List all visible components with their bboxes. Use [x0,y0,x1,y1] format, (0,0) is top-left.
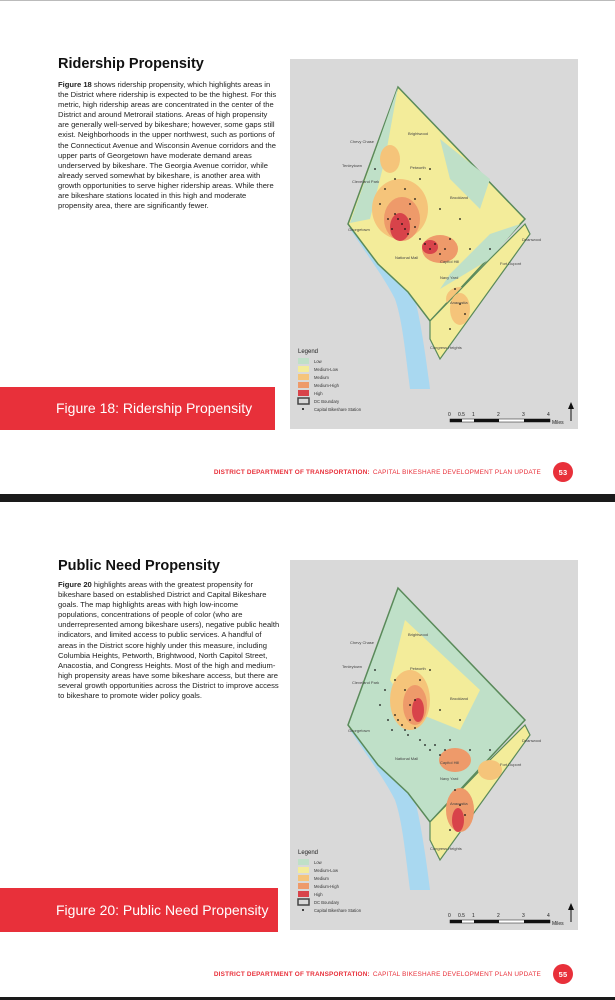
place-label: Georgetown [348,728,370,733]
legend-item: Medium [314,876,329,881]
svg-text:4: 4 [547,412,550,418]
legend-swatch [298,382,309,388]
svg-text:Miles: Miles [552,420,564,426]
place-label: Cleveland Park [352,680,380,685]
place-label: Navy Yard [440,275,459,280]
place-label: Chevy Chase [350,640,375,645]
medium-zone [380,145,400,173]
scale-bar [448,913,564,927]
ridership-propensity-map [290,59,578,429]
place-label: Deanwood [522,738,542,743]
high-zone [422,240,438,254]
legend-item: Medium [314,375,329,380]
svg-text:1: 1 [472,412,475,418]
place-label: Brookland [450,195,469,200]
svg-text:0.5: 0.5 [458,412,465,418]
legend-swatch [302,408,304,410]
legend-swatch [298,899,309,905]
svg-text:0: 0 [448,913,451,919]
legend-item: Medium-Low [314,367,338,372]
svg-text:2: 2 [497,412,500,418]
place-label: Chevy Chase [350,139,375,144]
section-body [58,580,280,701]
footer-doc-title: CAPITAL BIKESHARE DEVELOPMENT PLAN UPDATE [372,468,541,476]
legend-item: Medium-High [314,884,339,889]
place-label: Petworth [410,666,426,671]
legend-item: Capital Bikeshare Station [314,407,362,412]
footer-org: DISTRICT DEPARTMENT OF TRANSPORTATION: [213,970,370,978]
legend-item: Capital Bikeshare Station [314,908,362,913]
svg-text:2: 2 [497,913,500,919]
section-body [58,80,280,211]
scale-bar [448,412,564,426]
map-graphic [290,59,578,429]
place-label: Cleveland Park [352,179,380,184]
legend-item: Low [314,860,322,865]
legend-swatch [298,398,309,404]
place-label: Tenleytown [342,664,363,669]
svg-text:0: 0 [448,412,451,418]
page-55 [0,502,615,997]
north-arrow [568,402,574,421]
place-label: Brightwood [408,632,429,637]
high-zone [452,808,464,832]
legend-item: DC Boundary [314,399,340,404]
svg-text:0.5: 0.5 [458,913,465,919]
map-graphic [290,560,578,930]
place-label: Georgetown [348,227,370,232]
place-label: Capitol Hill [440,259,460,264]
legend-item: High [314,892,323,897]
medium-zone [478,760,502,780]
place-label: National Mall [395,756,419,761]
figure-reference: Figure 18 [58,80,92,89]
svg-text:3: 3 [522,913,525,919]
figure-reference: Figure 20 [58,580,92,589]
place-label: Anacostia [450,300,468,305]
place-label: National Mall [395,255,419,260]
page-footer [214,462,573,482]
page-53 [0,0,615,494]
public-need-propensity-map [290,560,578,930]
high-zone [412,698,424,722]
page-footer [214,964,573,984]
legend-item: Medium-High [314,383,339,388]
footer-doc-title: CAPITAL BIKESHARE DEVELOPMENT PLAN UPDATE [372,970,541,978]
section-body-text: shows ridership propensity, which highlights areas in the District where ridership is expected to be the highest. For this metric, high ridership areas are concentrated in the center of the District and around Metrorail stations. Areas of high propensity are generally well-served by bikeshare; however, some gaps still exist. Neighborhoods in the upper northwest, such as portions of the Connecticut Avenue and Wisconsin Avenue corridors and the upper parts of Georgetown have moderate demand areas underserved by bikeshare. The Georgia Avenue corridor, while already served somewhat by bikeshare, is another area with growth opportunities to serve higher ridership areas. While there are bikeshare stations located in this high and moderate propensity area, there are significantly fewer. [58,80,277,211]
legend-item: DC Boundary [314,900,340,905]
legend-swatch [298,859,309,865]
section-body-text: highlights areas with the greatest propensity for bikeshare based on established District and Capital Bikeshare goals. The map highlights areas with high low-income populations, concentrations of people of color (who are underrepresented among bikeshare users), negative public health indicators, and limited access to public services. A handful of areas in the District score highly under this measure, including Columbia Heights, Petworth, Brightwood, North Capitol Street, Anacostia, and Congress Heights. Most of the high and medium-high propensity areas have some bikeshare access, but there are several growth opportunities across the District to improve access to bikeshare to promote wider policy goals. [58,580,280,701]
place-label: Capitol Hill [440,760,460,765]
place-label: Brightwood [408,131,429,136]
legend-swatch [302,909,304,911]
figure-caption: Figure 20: Public Need Propensity [0,888,278,932]
page-top-rule [0,0,615,1]
legend-item: Low [314,359,322,364]
section-title: Ridership Propensity [58,56,204,72]
footer-org: DISTRICT DEPARTMENT OF TRANSPORTATION: [213,468,370,476]
legend-title: Legend [298,850,319,856]
legend-swatch [298,891,309,897]
place-label: Fort Dupont [500,762,522,767]
legend-swatch [298,366,309,372]
svg-text:1: 1 [472,913,475,919]
place-label: Navy Yard [440,776,459,781]
legend-swatch [298,867,309,873]
legend-item: Medium-Low [314,868,338,873]
legend-swatch [298,358,309,364]
place-label: Congress Heights [430,345,462,350]
place-label: Tenleytown [342,163,363,168]
legend-swatch [298,875,309,881]
legend-swatch [298,883,309,889]
legend-item: High [314,391,323,396]
place-label: Fort Dupont [500,261,522,266]
medium-zone [450,293,470,325]
place-label: Deanwood [522,237,542,242]
place-label: Brookland [450,696,469,701]
legend-swatch [298,374,309,380]
legend-title: Legend [298,349,319,355]
section-title: Public Need Propensity [58,558,220,574]
svg-text:3: 3 [522,412,525,418]
north-arrow [568,903,574,922]
svg-text:4: 4 [547,913,550,919]
legend-swatch [298,390,309,396]
place-label: Congress Heights [430,846,462,851]
svg-text:Miles: Miles [552,921,564,927]
figure-caption: Figure 18: Ridership Propensity [0,387,275,430]
page-number: 55 [553,964,573,984]
high-zone [390,213,410,241]
page-number: 53 [553,462,573,482]
place-label: Petworth [410,165,426,170]
place-label: Anacostia [450,801,468,806]
